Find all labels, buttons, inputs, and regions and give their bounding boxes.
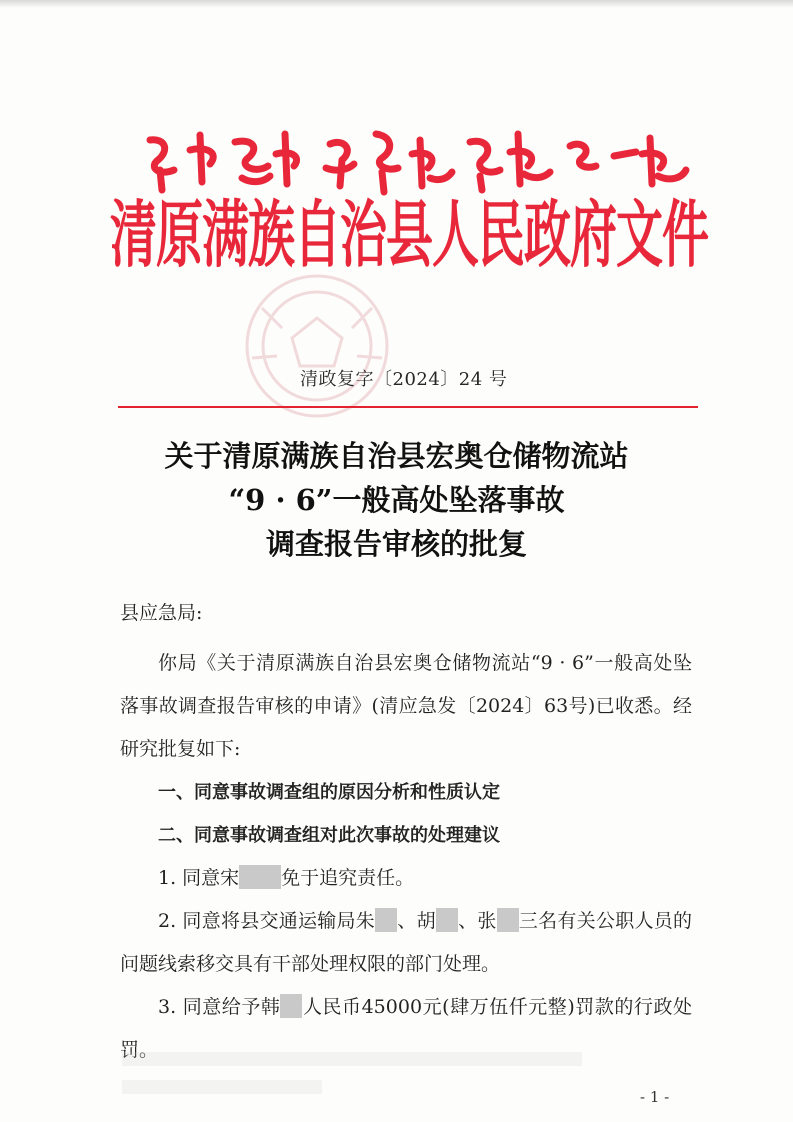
item-2 [120,900,692,986]
document-title [100,434,693,566]
item-2-text-b: 、胡 [397,910,436,932]
page-number: - 1 - [640,1088,670,1106]
redaction-block [239,865,281,889]
item-1 [120,857,692,900]
intro-paragraph: 你局《关于清原满族自治县宏奥仓储物流站“9 · 6”一般高处坠落事故调查报告审核的申请》(清应急发〔2024〕63号)已收悉。经研究批复如下: [120,652,692,760]
section-2-heading: 二、同意事故调查组对此次事故的处理建议 [158,825,500,846]
item-1-text-b: 免于追究责任。 [281,867,415,889]
scan-edge-shadow [0,0,793,8]
document-body [120,642,692,1072]
title-line-2: “9 · 6”一般高处坠落事故 [228,483,565,517]
red-header-rule [118,406,698,408]
item-3-text-a: 3. 同意给予韩 [158,996,281,1018]
title-line-3: 调查报告审核的批复 [265,527,527,561]
item-2-text-d: 三名有关公职人员的问题线索移交具有干部处理权限的部门处理。 [120,910,692,975]
show-through-line [122,1080,322,1094]
redaction-block [436,908,458,932]
redaction-block [497,908,519,932]
manchu-script-header [130,120,700,200]
item-2-text-c: 、张 [457,910,497,932]
issuing-authority-title: 清原满族自治县人民政府文件 [110,193,708,279]
item-3-text-b: 人民币45000元(肆万伍仟元整)罚款的行政处罚。 [120,996,692,1061]
redaction-block [280,994,302,1018]
item-2-text-a: 2. 同意将县交通运输局朱 [158,910,376,932]
official-seal-impression [222,268,412,418]
redaction-block [375,908,397,932]
section-1-heading: 一、同意事故调查组的原因分析和性质认定 [158,782,500,803]
item-1-text-a: 1. 同意宋 [158,867,240,889]
recipient: 县应急局: [120,602,203,624]
title-line-1: 关于清原满族自治县宏奥仓储物流站 [164,439,629,473]
document-number: 清政复字〔2024〕24 号 [300,369,508,390]
show-through-text [200,302,204,318]
show-through-line [122,1052,582,1066]
